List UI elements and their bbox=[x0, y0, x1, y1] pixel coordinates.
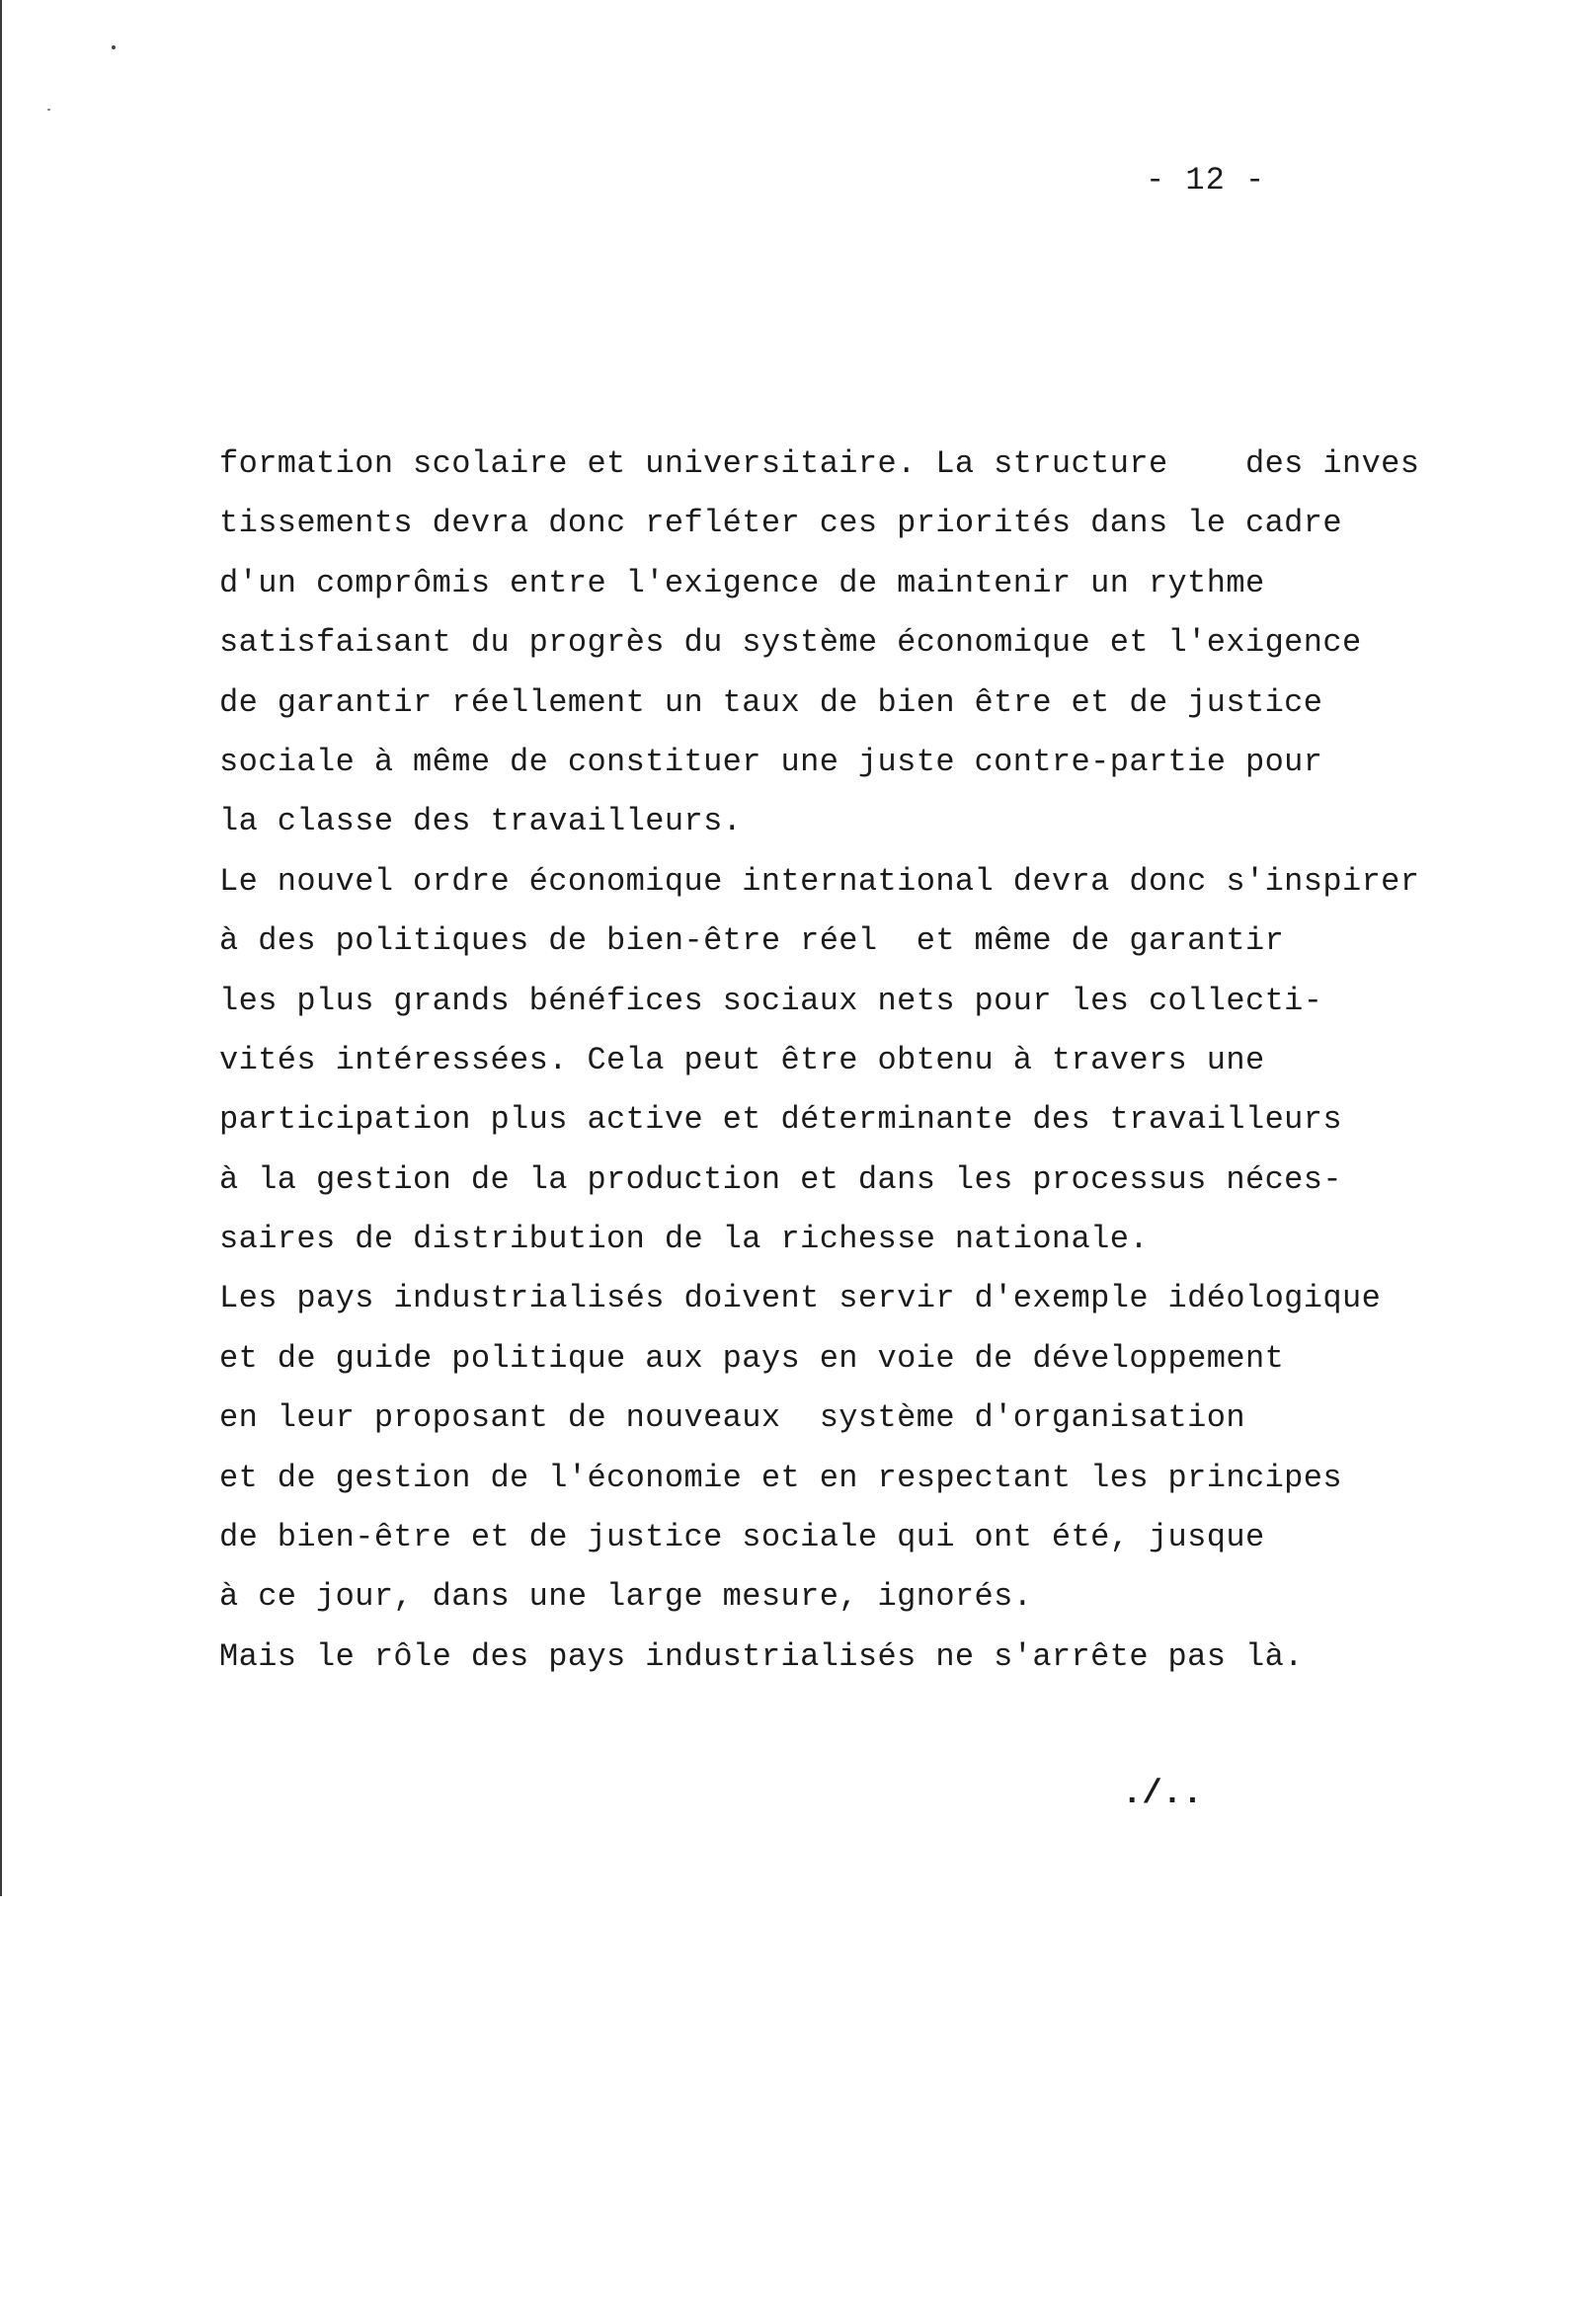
text-line: formation scolaire et universitaire. La structure des inves bbox=[219, 445, 1420, 482]
scan-speck bbox=[47, 109, 50, 111]
text-line: satisfaisant du progrès du système économique et l'exigence bbox=[219, 624, 1362, 662]
scan-speck bbox=[112, 45, 116, 49]
text-line: de garantir réellement un taux de bien être et de justice bbox=[219, 683, 1323, 721]
text-line: à des politiques de bien-être réel et même de garantir bbox=[219, 922, 1285, 960]
text-line: d'un comprômis entre l'exigence de maintenir un rythme bbox=[219, 564, 1265, 601]
text-line: saires de distribution de la richesse nationale. bbox=[219, 1221, 1149, 1258]
text-line: les plus grands bénéfices sociaux nets pour les collecti- bbox=[219, 982, 1323, 1019]
text-line: Le nouvel ordre économique international devra donc s'inspirer bbox=[219, 862, 1420, 900]
body-text bbox=[219, 435, 1503, 1687]
text-line: sociale à même de constituer une juste contre-partie pour bbox=[219, 743, 1323, 780]
page-number: - 12 - bbox=[1146, 162, 1266, 199]
text-line: et de gestion de l'économie et en respectant les principes bbox=[219, 1459, 1342, 1496]
page-left-edge bbox=[0, 0, 2, 1896]
text-line: participation plus active et déterminante des travailleurs bbox=[219, 1101, 1342, 1139]
text-line: en leur proposant de nouveaux système d'organisation bbox=[219, 1399, 1245, 1437]
text-line: à ce jour, dans une large mesure, ignorés. bbox=[219, 1578, 1033, 1616]
text-line: tissements devra donc refléter ces priorités dans le cadre bbox=[219, 505, 1342, 542]
text-line: et de guide politique aux pays en voie de développement bbox=[219, 1339, 1285, 1377]
continuation-mark: ./.. bbox=[1122, 1776, 1203, 1813]
text-line: la classe des travailleurs. bbox=[219, 803, 743, 840]
text-line: Les pays industrialisés doivent servir d'exemple idéologique bbox=[219, 1280, 1382, 1317]
text-line: Mais le rôle des pays industrialisés ne s'arrête pas là. bbox=[219, 1637, 1304, 1675]
text-line: à la gestion de la production et dans les processus néces- bbox=[219, 1160, 1342, 1198]
text-line: de bien-être et de justice sociale qui ont été, jusque bbox=[219, 1519, 1265, 1556]
text-line: vités intéressées. Cela peut être obtenu à travers une bbox=[219, 1041, 1265, 1078]
